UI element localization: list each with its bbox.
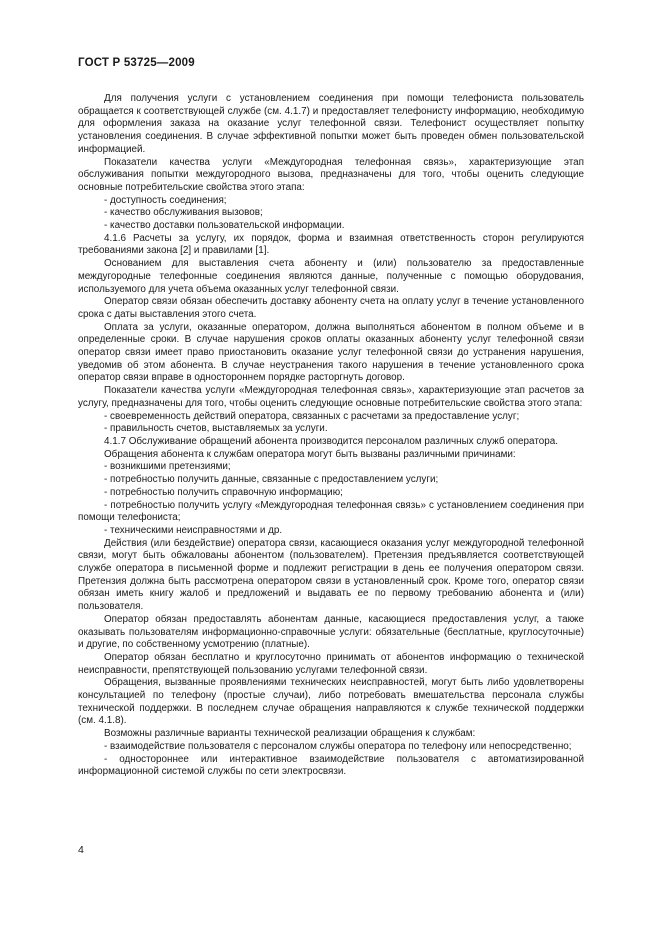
- paragraph: Оператор обязан бесплатно и круглосуточно принимать от абонентов информацию о технической неисправности, препятствующей пользованию услугами телефонной связи.: [78, 651, 584, 676]
- list-item: - техническими неисправностями и др.: [104, 524, 283, 536]
- paragraph: Оператор обязан предоставлять абонентам данные, касающиеся предоставления услуг, а также оказывать пользователям информационно-справочные услуги: обязательные (бесплатные, круглосуточные) и другие, по собственному усмотрению (платные).: [78, 613, 584, 651]
- list-item: - потребностью получить данные, связанные с предоставлением услуги;: [104, 474, 439, 486]
- paragraph: Оплата за услуги, оказанные оператором, должна выполняться абонентом в полном объеме и в определенные сроки. В случае нарушения сроков оплаты оказанных абоненту услуг телефонной связи оператор связи имеет право приостановить оказание услуг телефонной связи до устранения нарушения, уведомив об этом абонента. В случае неустранения такого нарушения в течение установленного срока оператор связи вправе в одностороннем порядке расторгнуть договор.: [78, 321, 584, 384]
- document-header: ГОСТ Р 53725—2009: [78, 57, 195, 69]
- list-item: - потребностью получить услугу «Междугородная телефонная связь» с установлением соединения при помощи телефониста;: [78, 499, 584, 524]
- paragraph: Возможны различные варианты технической реализации обращения к службам:: [104, 728, 476, 740]
- paragraph: Показатели качества услуги «Междугородная телефонная связь», характеризующие этап расчетов за услугу, предназначены для того, чтобы оценить следующие основные потребительские свойства этого этапа:: [78, 385, 584, 409]
- list-item: - доступность соединения;: [104, 194, 227, 206]
- list-item: - правильность счетов, выставляемых за услуги.: [104, 423, 328, 435]
- document-body: [78, 93, 584, 779]
- page-number: 4: [78, 844, 84, 856]
- list-item: - качество доставки пользовательской информации.: [104, 220, 345, 232]
- list-item: - своевременность действий оператора, связанных с расчетами за предоставление услуг;: [104, 410, 520, 422]
- list-item: - одностороннее или интерактивное взаимодействие пользователя с автоматизированной информационной системой службы по сети электросвязи.: [78, 753, 584, 778]
- paragraph: Действия (или бездействие) оператора связи, касающиеся оказания услуг междугородной телефонной связи, могут быть обжалованы абонентом (пользователем). Претензия предъявляется соответствующей службе оператора в письменной форме и подлежит регистрации в день ее получения оператором связи. Претензия должна быть рассмотрена оператором связи в установленный срок. Кроме того, оператор связи обязан иметь книгу жалоб и предложений и выдавать ее по первому требованию абонента и (или) пользователя.: [78, 537, 584, 613]
- paragraph: Оператор связи обязан обеспечить доставку абоненту счета на оплату услуг в течение установленного срока с даты выставления этого счета.: [78, 296, 584, 320]
- list-item: - качество обслуживания вызовов;: [104, 207, 263, 219]
- list-item: - потребностью получить справочную информацию;: [104, 486, 343, 498]
- section-4-1-6: 4.1.6 Расчеты за услугу, их порядок, форма и взаимная ответственность сторон регулируются требованиями закона [2] и правилами [1].: [78, 232, 584, 257]
- paragraph: Обращения абонента к службам оператора могут быть вызваны различными причинами:: [104, 448, 516, 460]
- paragraph: Обращения, вызванные проявлениями технических неисправностей, могут быть либо удовлетворены консультацией по телефону (простые случаи), либо потребовать вмешательства персонала службы технической поддержки. В последнем случае обращения направляются к службе технической поддержки (см. 4.1.8).: [78, 677, 584, 727]
- paragraph: Для получения услуги с установлением соединения при помощи телефониста пользователь обращается к соответствующей службе (см. 4.1.7) и предоставляет телефонисту информацию, необходимую для оформления заказа на оказание услуг телефонной связи. Телефонист осуществляет попытку установления соединения. В случае эффективной попытки может быть проведен обмен пользовательской информацией.: [78, 93, 584, 155]
- section-4-1-7: 4.1.7 Обслуживание обращений абонента производится персоналом различных служб оператора.: [104, 435, 558, 447]
- paragraph: Основанием для выставления счета абоненту и (или) пользователю за предоставленные междугородные телефонные соединения являются данные, полученные с помощью оборудования, используемого для учета объема оказанных услуг телефонной связи.: [78, 258, 584, 295]
- list-item: - взаимодействие пользователя с персоналом службы оператора по телефону или непосредственно;: [104, 740, 572, 752]
- list-item: - возникшими претензиями;: [104, 461, 231, 473]
- paragraph: Показатели качества услуги «Междугородная телефонная связь», характеризующие этап обслуживания попытки междугородного вызова, предназначены для того, чтобы оценить следующие основные потребительские свойства этого этапа:: [78, 156, 584, 193]
